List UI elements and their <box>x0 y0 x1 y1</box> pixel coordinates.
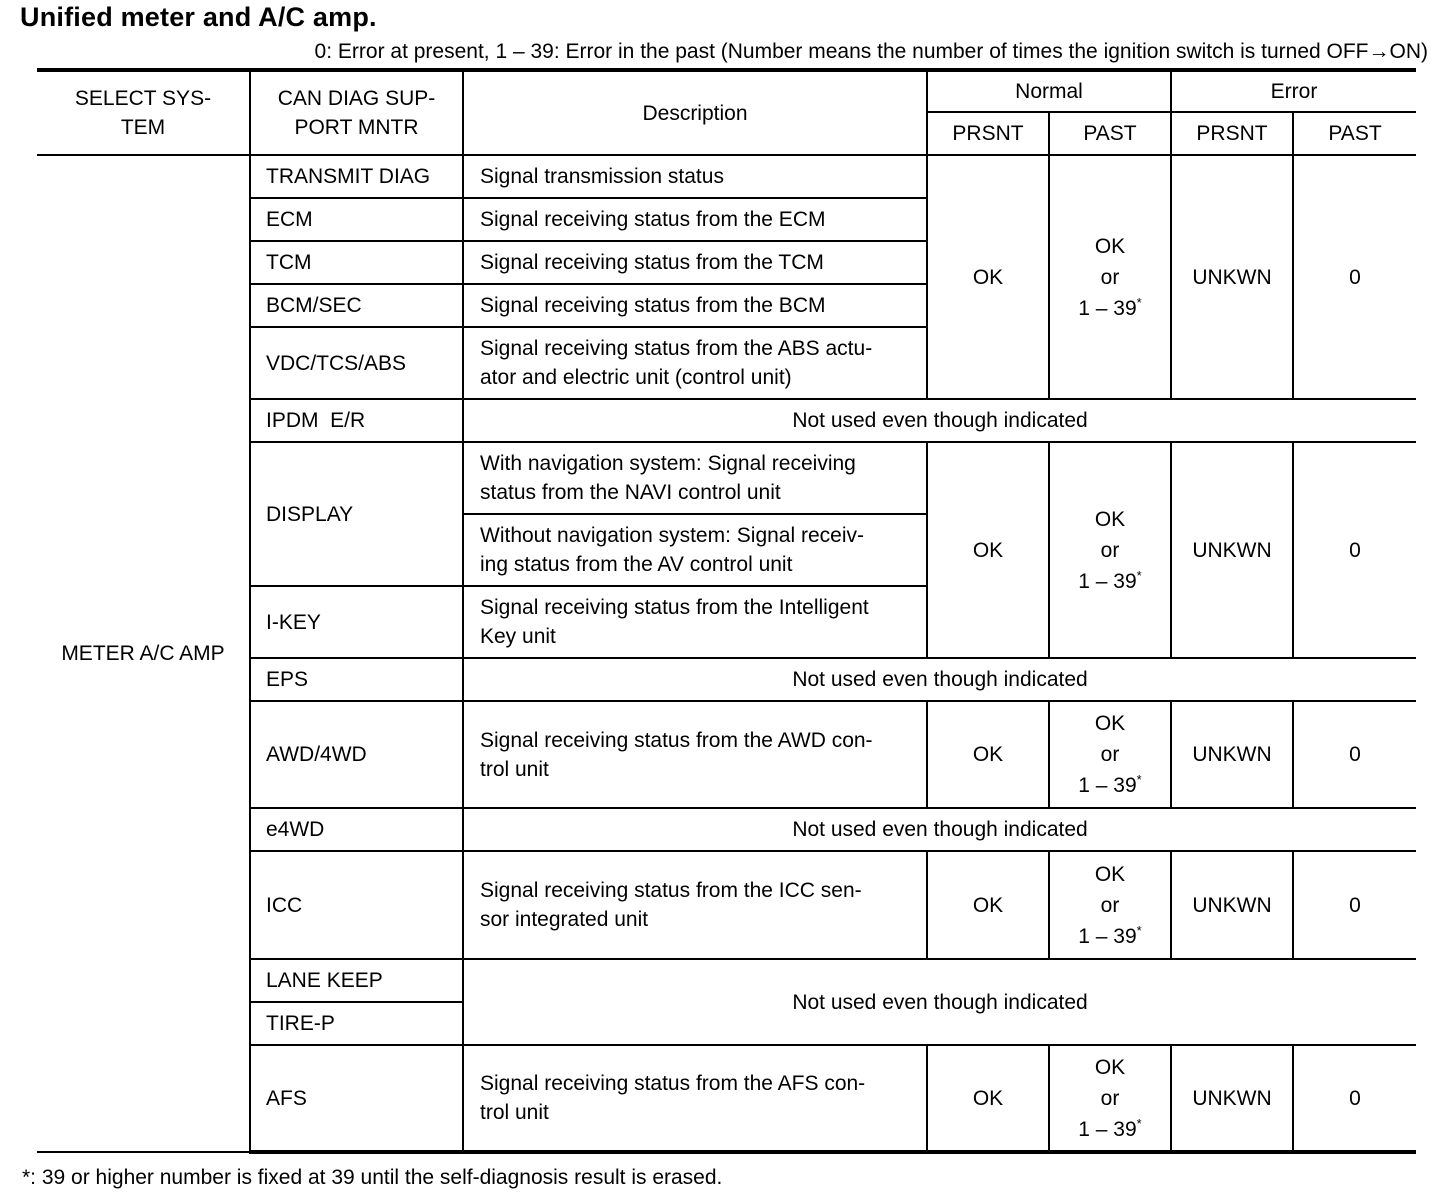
afs-normal-past <box>1049 1045 1171 1152</box>
desc-ecm: Signal receiving status from the ECM <box>463 198 927 241</box>
afs-error-past: 0 <box>1293 1045 1416 1152</box>
header-error-prsnt: PRSNT <box>1171 112 1293 155</box>
desc-bcm-sec: Signal receiving status from the BCM <box>463 284 927 327</box>
g1-error-past: 0 <box>1293 155 1416 399</box>
past-ok: OK <box>1094 1055 1126 1079</box>
footnote-mark: * <box>1136 772 1142 787</box>
item-display: DISPLAY <box>250 442 463 586</box>
item-ipdm-er: IPDM E/R <box>250 399 463 442</box>
item-eps: EPS <box>250 658 463 701</box>
e4wd-not-used: Not used even though indicated <box>463 808 1416 851</box>
icc-error-past: 0 <box>1293 851 1416 959</box>
past-ok: OK <box>1094 234 1126 258</box>
desc-icc: Signal receiving status from the ICC sen- sor integrated unit <box>463 851 927 959</box>
past-ok: OK <box>1094 507 1126 531</box>
desc-display-navi: With navigation system: Signal receiving status from the NAVI control unit <box>463 442 927 514</box>
g2-normal-prsnt: OK <box>927 442 1049 658</box>
item-e4wd: e4WD <box>250 808 463 851</box>
desc-vdc-tcs-abs: Signal receiving status from the ABS actu- ator and electric unit (control unit) <box>463 327 927 399</box>
past-or: or <box>1100 893 1120 917</box>
item-ecm: ECM <box>250 198 463 241</box>
past-range: 1 – 39* <box>1078 567 1142 593</box>
icc-normal-past <box>1049 851 1171 959</box>
footnote-mark: * <box>1136 567 1142 583</box>
item-icc: ICC <box>250 851 463 959</box>
desc-i-key: Signal receiving status from the Intelligent Key unit <box>463 586 927 658</box>
footnote-mark: * <box>1136 294 1142 310</box>
desc-display-av: Without navigation system: Signal receiv- ing status from the AV control unit <box>463 514 927 586</box>
legend-text: 0: Error at present, 1 – 39: Error in the past (Number means the number of times the ignition switch is turned OFF→ON) <box>314 40 1428 63</box>
item-tire-p: TIRE-P <box>250 1002 463 1045</box>
header-normal-past: PAST <box>1049 112 1171 155</box>
past-ok: OK <box>1094 862 1126 886</box>
desc-afs: Signal receiving status from the AFS con- trol unit <box>463 1045 927 1152</box>
icc-error-prsnt: UNKWN <box>1171 851 1293 959</box>
desc-tcm: Signal receiving status from the TCM <box>463 241 927 284</box>
awd-error-prsnt: UNKWN <box>1171 701 1293 808</box>
header-normal: Normal <box>927 70 1171 112</box>
g2-error-past: 0 <box>1293 442 1416 658</box>
ipdm-not-used: Not used even though indicated <box>463 399 1416 442</box>
header-select-system: SELECT SYS- TEM <box>37 70 250 155</box>
item-tcm: TCM <box>250 241 463 284</box>
header-can-diag: CAN DIAG SUP- PORT MNTR <box>250 70 463 155</box>
g2-error-prsnt: UNKWN <box>1171 442 1293 658</box>
page-title: Unified meter and A/C amp. <box>20 2 377 32</box>
desc-transmit-diag: Signal transmission status <box>463 155 927 198</box>
afs-error-prsnt: UNKWN <box>1171 1045 1293 1152</box>
item-transmit-diag: TRANSMIT DIAG <box>250 155 463 198</box>
awd-error-past: 0 <box>1293 701 1416 808</box>
footnote: *: 39 or higher number is fixed at 39 until the self-diagnosis result is erased. <box>22 1166 723 1189</box>
g1-normal-prsnt: OK <box>927 155 1049 399</box>
header-error: Error <box>1171 70 1416 112</box>
g1-normal-past <box>1049 155 1171 399</box>
footnote-mark: * <box>1136 1115 1142 1131</box>
item-awd-4wd: AWD/4WD <box>250 701 463 808</box>
header-normal-prsnt: PRSNT <box>927 112 1049 155</box>
past-range: 1 – 39* <box>1078 294 1142 320</box>
item-vdc-tcs-abs: VDC/TCS/ABS <box>250 327 463 399</box>
past-range: 1 – 39* <box>1078 772 1142 797</box>
eps-not-used: Not used even though indicated <box>463 658 1416 701</box>
header-error-past: PAST <box>1293 112 1416 155</box>
footnote-mark: * <box>1136 922 1142 938</box>
past-or: or <box>1100 265 1120 289</box>
header-description: Description <box>463 70 927 155</box>
system-cell: METER A/C AMP <box>37 155 250 1152</box>
past-or: or <box>1100 538 1120 562</box>
desc-awd-4wd: Signal receiving status from the AWD con- trol unit <box>463 701 927 808</box>
g2-normal-past <box>1049 442 1171 658</box>
awd-normal-prsnt: OK <box>927 701 1049 808</box>
item-i-key: I-KEY <box>250 586 463 658</box>
lane-tire-not-used: Not used even though indicated <box>463 959 1416 1045</box>
past-range: 1 – 39* <box>1078 1115 1142 1141</box>
afs-normal-prsnt: OK <box>927 1045 1049 1152</box>
item-bcm-sec: BCM/SEC <box>250 284 463 327</box>
past-or: or <box>1100 1086 1120 1110</box>
item-lane-keep: LANE KEEP <box>250 959 463 1002</box>
awd-normal-past <box>1049 701 1171 808</box>
g1-error-prsnt: UNKWN <box>1171 155 1293 399</box>
item-afs: AFS <box>250 1045 463 1152</box>
past-ok: OK <box>1094 712 1126 735</box>
past-range: 1 – 39* <box>1078 922 1142 948</box>
past-or: or <box>1100 743 1120 766</box>
can-diag-table <box>37 68 1416 1154</box>
icc-normal-prsnt: OK <box>927 851 1049 959</box>
